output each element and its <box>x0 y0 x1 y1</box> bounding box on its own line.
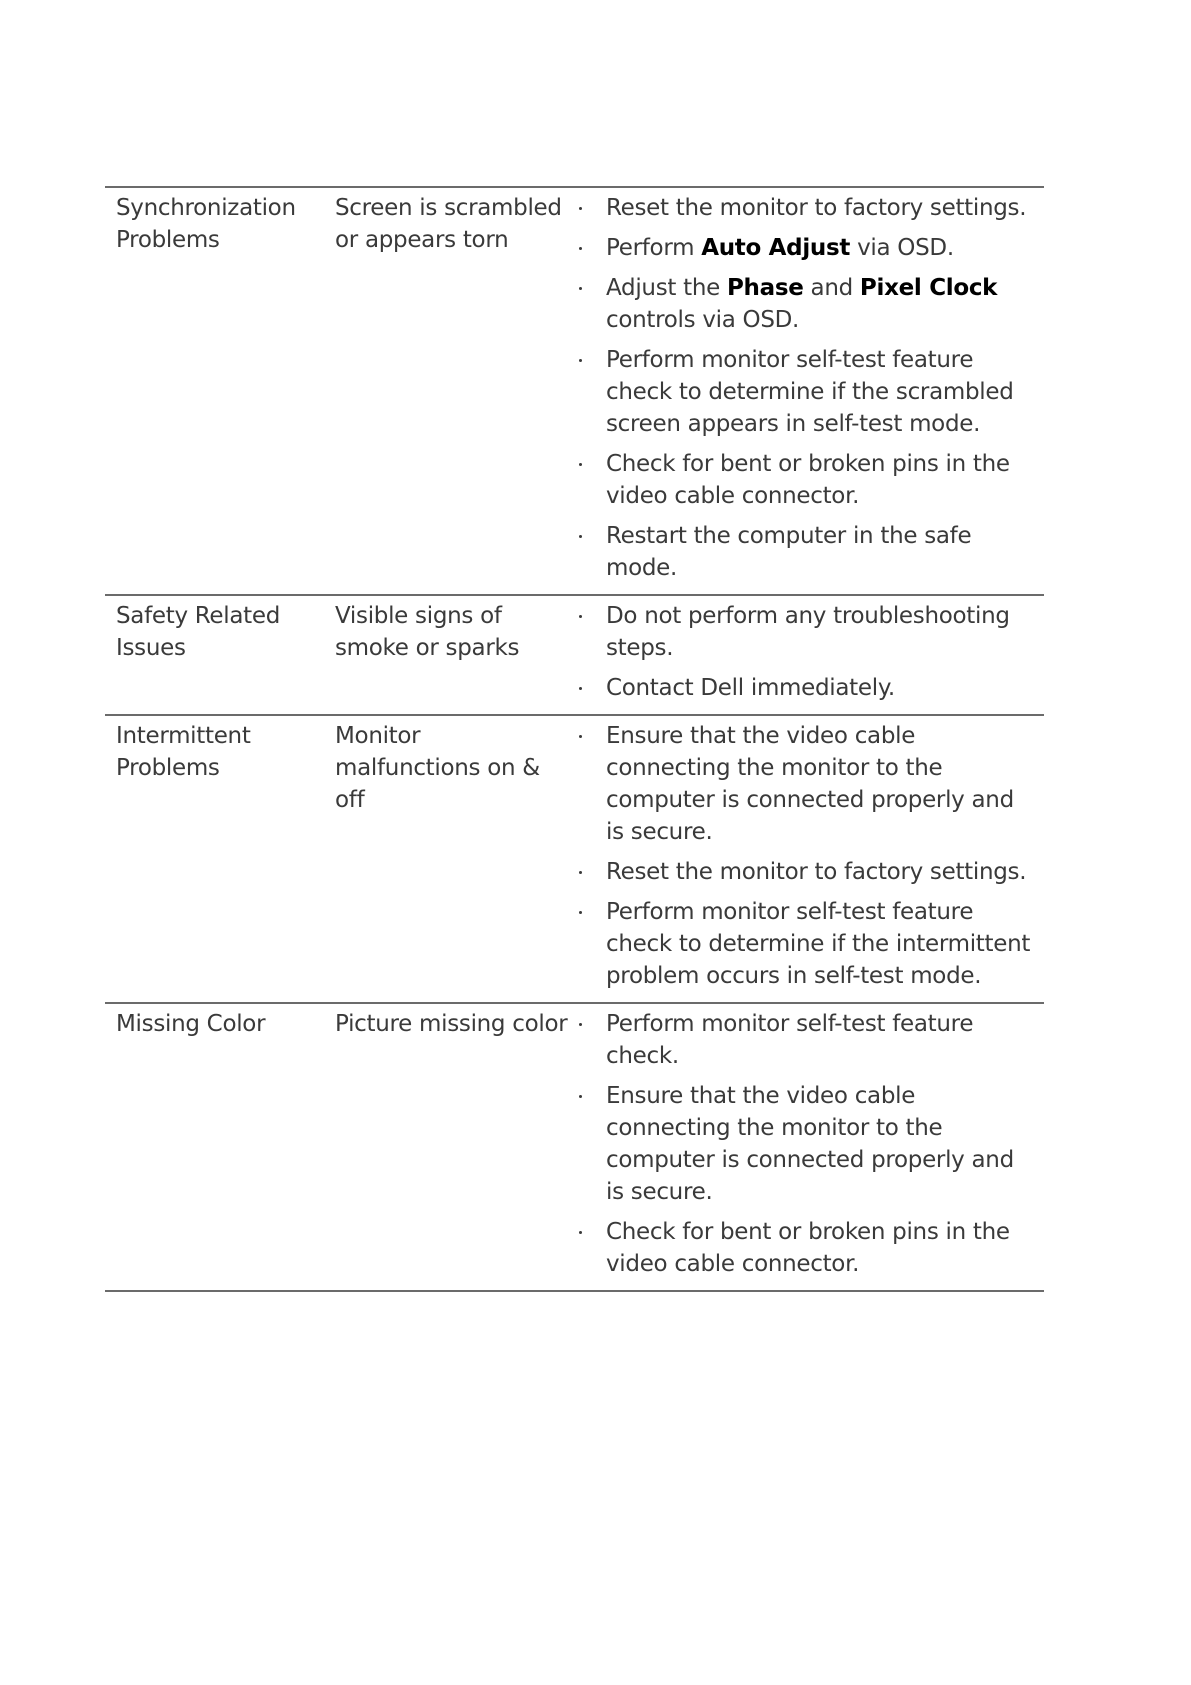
bullet-icon <box>579 1023 582 1026</box>
problem-cell <box>105 600 334 704</box>
symptom-label: Picture missing color <box>335 1011 568 1037</box>
solution-item <box>577 672 1038 704</box>
bullet-icon <box>579 359 582 362</box>
symptom-label: Screen is scrambled or appears torn <box>335 195 562 253</box>
solution-text: Ensure that the video cable connecting the monitor to the computer is connected properly and is secure. <box>606 723 1014 845</box>
solution-text: Check for bent or broken pins in the video cable connector. <box>606 1219 1010 1277</box>
solutions-cell <box>577 720 1044 992</box>
solution-list <box>577 192 1038 584</box>
solution-item <box>577 600 1038 664</box>
symptom-cell <box>334 600 577 704</box>
osd-control-name: Phase <box>726 275 804 301</box>
solution-list <box>577 1008 1038 1280</box>
bullet-icon <box>579 687 582 690</box>
bullet-icon <box>579 1095 582 1098</box>
solution-item <box>577 344 1038 440</box>
solution-text: Check for bent or broken pins in the video cable connector. <box>606 451 1010 509</box>
solution-text: Perform <box>606 235 702 261</box>
symptom-cell <box>334 192 577 584</box>
bullet-icon <box>579 871 582 874</box>
bullet-icon <box>579 463 582 466</box>
solution-text: controls via OSD. <box>606 307 800 333</box>
solutions-cell <box>577 600 1044 704</box>
solution-text: via OSD. <box>850 235 954 261</box>
solution-item <box>577 1008 1038 1072</box>
symptom-label: Monitor malfunctions on & off <box>335 723 540 813</box>
symptom-cell <box>334 720 577 992</box>
solution-item <box>577 192 1038 224</box>
solution-text: Do not perform any troubleshooting steps. <box>606 603 1010 661</box>
bullet-icon <box>579 735 582 738</box>
solution-item <box>577 856 1038 888</box>
solution-item <box>577 1216 1038 1280</box>
problem-label: Missing Color <box>116 1011 266 1037</box>
solution-text: and <box>803 275 860 301</box>
solution-text: Restart the computer in the safe mode. <box>606 523 972 581</box>
solution-text: Reset the monitor to factory settings. <box>606 195 1027 221</box>
bullet-icon <box>579 535 582 538</box>
bullet-icon <box>579 247 582 250</box>
solution-text: Contact Dell immediately. <box>606 675 895 701</box>
bullet-icon <box>579 911 582 914</box>
osd-control-name: Auto Adjust <box>701 235 851 261</box>
troubleshooting-table <box>105 186 1044 1292</box>
solution-item <box>577 1080 1038 1208</box>
solution-text: Ensure that the video cable connecting the monitor to the computer is connected properly and is secure. <box>606 1083 1014 1205</box>
problem-label: Synchronization Problems <box>116 195 296 253</box>
problem-label: Intermittent Problems <box>116 723 251 781</box>
symptom-label: Visible signs of smoke or sparks <box>335 603 520 661</box>
bullet-icon <box>579 615 582 618</box>
table-row <box>105 188 1044 596</box>
bullet-icon <box>579 207 582 210</box>
solution-item <box>577 896 1038 992</box>
problem-cell <box>105 720 334 992</box>
solution-item <box>577 720 1038 848</box>
solution-text: Perform monitor self-test feature check to determine if the intermittent problem occurs in self-test mode. <box>606 899 1031 989</box>
solutions-cell <box>577 192 1044 584</box>
solution-text: Perform monitor self-test feature check to determine if the scrambled screen appears in self-test mode. <box>606 347 1014 437</box>
problem-cell <box>105 192 334 584</box>
solution-list <box>577 600 1038 704</box>
solution-text: Adjust the <box>606 275 727 301</box>
solutions-cell <box>577 1008 1044 1280</box>
solution-text: Reset the monitor to factory settings. <box>606 859 1027 885</box>
problem-label: Safety Related Issues <box>116 603 281 661</box>
bullet-icon <box>579 1231 582 1234</box>
symptom-cell <box>334 1008 577 1280</box>
solution-list <box>577 720 1038 992</box>
solution-item <box>577 448 1038 512</box>
solution-item <box>577 272 1038 336</box>
table-row <box>105 596 1044 716</box>
solution-item <box>577 232 1038 264</box>
osd-control-name: Pixel Clock <box>859 275 998 301</box>
solution-text: Perform monitor self-test feature check. <box>606 1011 974 1069</box>
problem-cell <box>105 1008 334 1280</box>
solution-item <box>577 520 1038 584</box>
table-row <box>105 716 1044 1004</box>
bullet-icon <box>579 287 582 290</box>
table-row <box>105 1004 1044 1292</box>
